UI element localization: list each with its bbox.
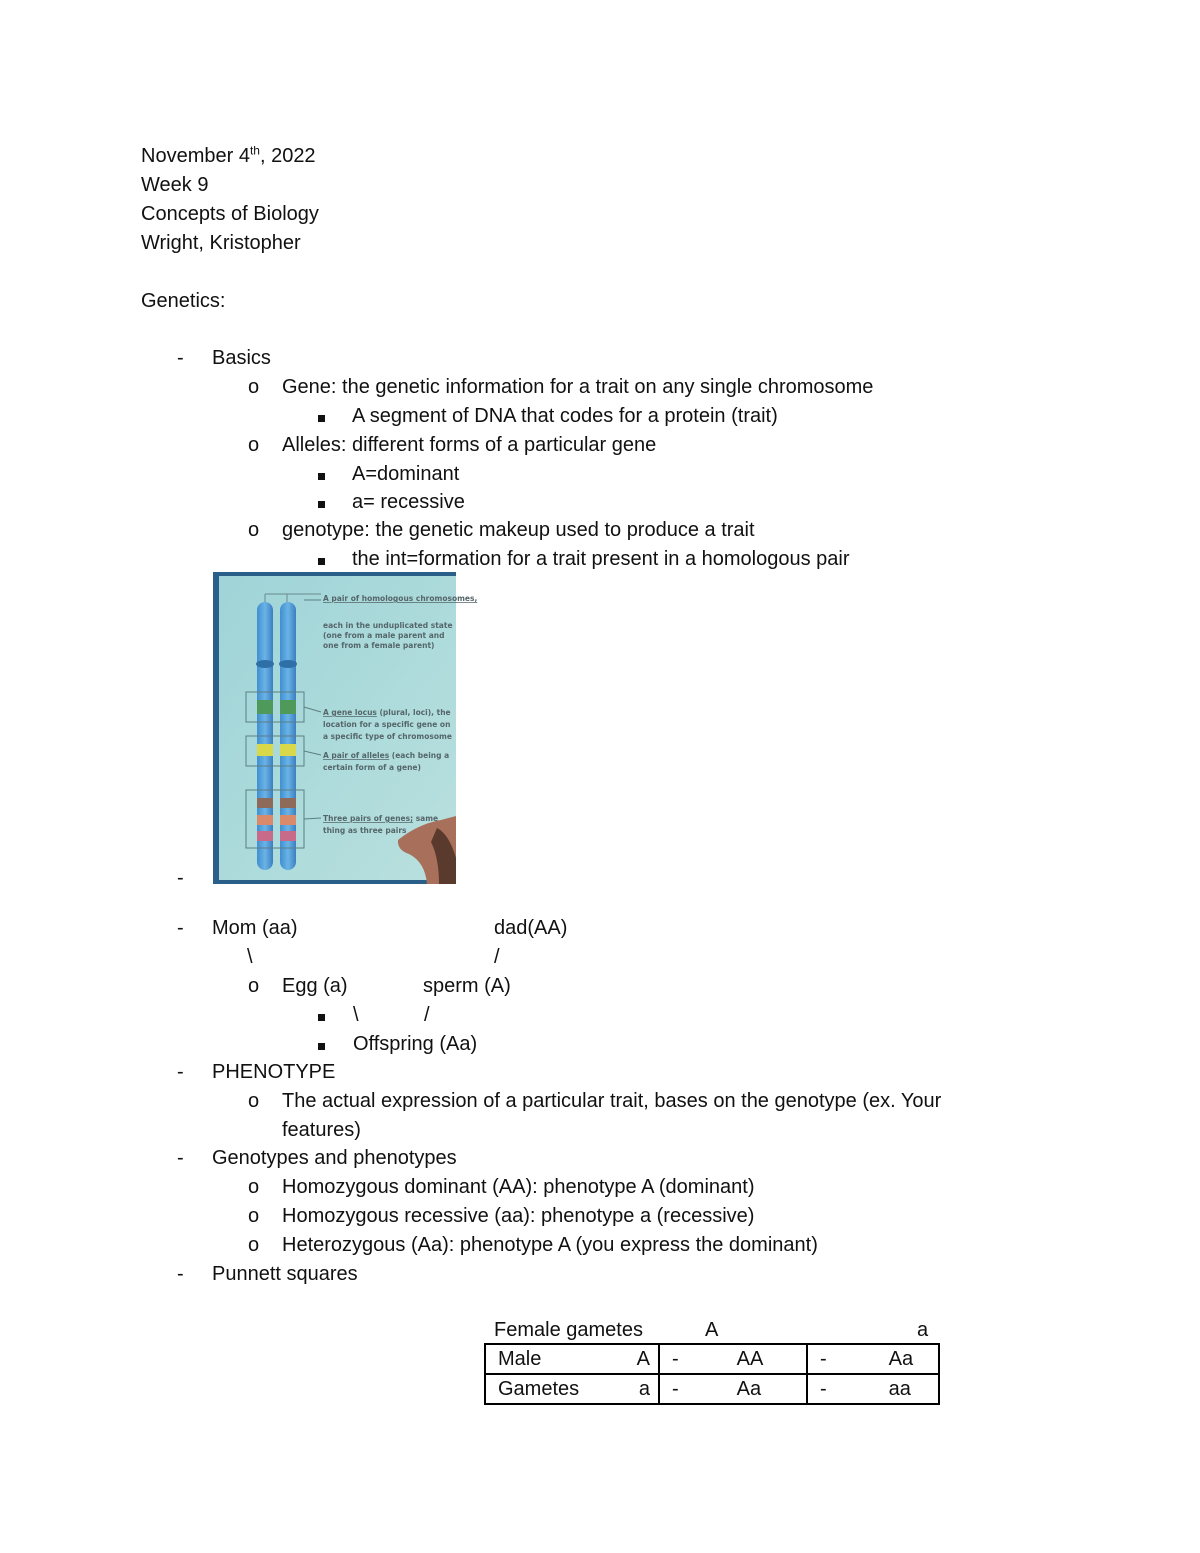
cell-genotype: aa: [888, 1377, 911, 1400]
section-title: Genetics:: [141, 290, 226, 312]
gene-band-orange: [257, 815, 273, 825]
allele-recessive: a= recessive: [352, 491, 465, 513]
cell-content: [660, 1378, 806, 1401]
table-cell: [807, 1374, 939, 1404]
centromere-right: [279, 660, 297, 668]
left-slash: \: [247, 946, 253, 968]
figure-text-pair-1: each in the unduplicated state: [323, 621, 453, 630]
figure-text-locus-2: location for a specific gene on: [323, 720, 451, 729]
figure-locus-term: A gene locus: [323, 708, 377, 717]
circle-bullet: o: [248, 376, 260, 398]
dash-bullet: -: [177, 1061, 184, 1083]
centromere-left: [256, 660, 274, 668]
circle-bullet: o: [248, 975, 260, 997]
dash-bullet: -: [177, 917, 184, 939]
gene-band-brown: [257, 798, 273, 808]
figure-text-pair-2: (one from a male parent and: [323, 631, 445, 640]
figure-label-locus: [323, 708, 451, 717]
figure-label-pair: A pair of homologous chromosomes,: [323, 594, 478, 603]
punnett-table: [484, 1343, 940, 1405]
figure-text-pair-3: one from a female parent): [323, 641, 435, 650]
egg-label: Egg (a): [282, 975, 348, 997]
cell-genotype: Aa: [736, 1377, 762, 1400]
genotype-subpoint: the int=formation for a trait present in a homologous pair: [352, 548, 850, 570]
square-bullet: [318, 404, 325, 428]
female-allele-a: a: [917, 1319, 929, 1341]
offspring-left-slash: \: [353, 1004, 359, 1026]
geno-pheno-item: Heterozygous (Aa): phenotype A (you express the dominant): [282, 1234, 818, 1256]
row-label-cell: [486, 1348, 658, 1371]
table-cell: [659, 1344, 807, 1374]
offspring-right-slash: /: [424, 1004, 430, 1026]
cell-content: [808, 1348, 938, 1371]
cell-content: [808, 1378, 938, 1401]
cell-dash: -: [672, 1347, 679, 1370]
course-line: Concepts of Biology: [141, 203, 319, 225]
date-text: November 4: [141, 145, 250, 167]
geno-pheno-item: Homozygous recessive (aa): phenotype a (recessive): [282, 1205, 755, 1227]
cell-genotype: Aa: [888, 1347, 914, 1370]
homologous-chromosomes-photo: [213, 572, 478, 884]
sperm-label: sperm (A): [423, 975, 511, 997]
row-allele: A: [636, 1347, 650, 1370]
figure-label-genes: [323, 814, 438, 823]
figure-alleles-term: A pair of alleles: [323, 751, 390, 760]
right-slash: /: [494, 946, 500, 968]
genotype-definition: genotype: the genetic makeup used to produce a trait: [282, 519, 755, 541]
circle-bullet: o: [248, 519, 260, 541]
gene-subpoint: A segment of DNA that codes for a protein (trait): [352, 405, 778, 427]
alleles-definition: Alleles: different forms of a particular gene: [282, 434, 657, 456]
table-cell: [485, 1344, 659, 1374]
square-bullet: [318, 462, 325, 486]
phenotype-definition-line2: features): [282, 1119, 361, 1141]
table-cell: [807, 1344, 939, 1374]
table-row: [485, 1374, 939, 1404]
row-label-cell: [486, 1378, 658, 1401]
cell-dash: -: [672, 1377, 679, 1400]
row-allele: a: [638, 1377, 650, 1400]
cell-genotype: AA: [736, 1347, 764, 1370]
figure-locus-tail: (plural, loci), the: [376, 708, 451, 717]
allele-dominant: A=dominant: [352, 463, 460, 485]
cell-content: [660, 1348, 806, 1371]
female-allele-A: A: [705, 1319, 719, 1341]
punnett-heading: Punnett squares: [212, 1263, 358, 1285]
female-gametes-label: Female gametes: [494, 1319, 643, 1341]
circle-bullet: o: [248, 1234, 260, 1256]
circle-bullet: o: [248, 1090, 260, 1112]
date-line: [141, 144, 316, 168]
dash-bullet: -: [177, 347, 184, 369]
dash-bullet: -: [177, 1147, 184, 1169]
table-cell: [659, 1374, 807, 1404]
phenotype-definition-line1: The actual expression of a particular trait, bases on the genotype (ex. Your: [282, 1090, 942, 1112]
basics-heading: Basics: [212, 347, 271, 369]
square-bullet: [318, 1003, 325, 1027]
dash-bullet: -: [177, 867, 184, 889]
circle-bullet: o: [248, 434, 260, 456]
geno-pheno-heading: Genotypes and phenotypes: [212, 1147, 457, 1169]
gene-definition: Gene: the genetic information for a trait on any single chromosome: [282, 376, 874, 398]
figure-label-alleles: [323, 751, 449, 760]
row-label: Gametes: [498, 1377, 580, 1400]
week-line: Week 9: [141, 174, 209, 196]
gene-band-pink: [257, 831, 273, 841]
phenotype-heading: PHENOTYPE: [212, 1061, 336, 1083]
author-line: Wright, Kristopher: [141, 232, 301, 254]
mom-label: Mom (aa): [212, 917, 298, 939]
figure-alleles-tail: (each being a: [389, 751, 450, 760]
table-cell: [485, 1374, 659, 1404]
gene-band-yellow: [257, 744, 273, 756]
figure-text-alleles-2: certain form of a gene): [323, 763, 421, 772]
circle-bullet: o: [248, 1205, 260, 1227]
cell-dash: -: [820, 1377, 827, 1400]
figure-text-genes-2: thing as three pairs: [323, 826, 407, 835]
dash-bullet: -: [177, 1263, 184, 1285]
cell-dash: -: [820, 1347, 827, 1370]
offspring-label: Offspring (Aa): [353, 1033, 478, 1055]
circle-bullet: o: [248, 1176, 260, 1198]
table-row: [485, 1344, 939, 1374]
figure-genes-tail: same: [413, 814, 439, 823]
figure-genes-term: Three pairs of genes;: [323, 814, 414, 823]
dad-label: dad(AA): [494, 917, 568, 939]
square-bullet: [318, 1032, 325, 1056]
figure-text-locus-3: a specific type of chromosome: [323, 732, 452, 741]
square-bullet: [318, 490, 325, 514]
row-label: Male: [498, 1347, 542, 1370]
square-bullet: [318, 547, 325, 571]
date-year: , 2022: [259, 145, 316, 167]
date-superscript: th: [249, 143, 260, 158]
gene-band-green: [257, 700, 273, 714]
geno-pheno-item: Homozygous dominant (AA): phenotype A (dominant): [282, 1176, 755, 1198]
